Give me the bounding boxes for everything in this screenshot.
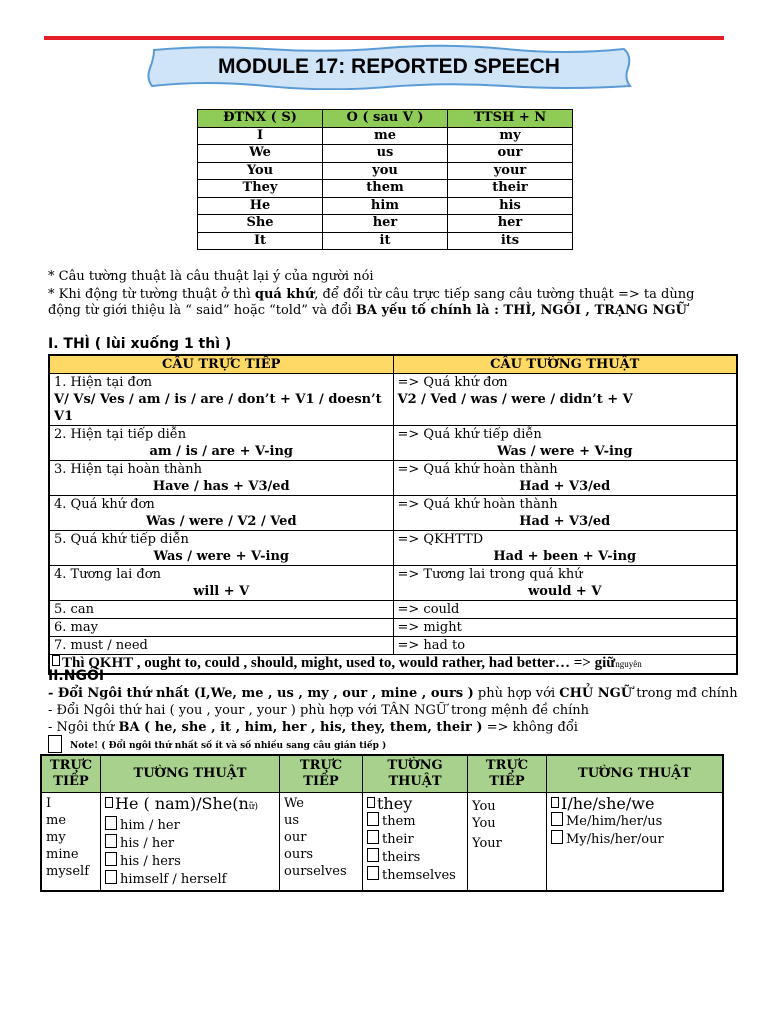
tense-label: 4. Quá khứ đơn	[54, 497, 155, 512]
table-row	[49, 637, 737, 655]
table-cell: his	[448, 197, 573, 215]
table-row	[49, 619, 737, 637]
header-cell: O ( sau V )	[323, 110, 448, 128]
cell-text: they	[377, 794, 413, 813]
tense-formula: Had + been + V-ing	[493, 549, 637, 564]
checkbox-icon	[52, 655, 60, 666]
cell-text: himself / herself	[120, 872, 227, 887]
cell-line: our	[284, 830, 307, 845]
checkbox-icon	[105, 834, 117, 848]
pronoun-table-header	[198, 110, 573, 128]
tense-formula: Was / were + V-ing	[153, 549, 290, 564]
table-cell: They	[198, 180, 323, 198]
note-line-1: * Câu tường thuật là câu thuật lại ý của người nói	[48, 269, 374, 284]
cell-line: me	[46, 813, 67, 828]
checkbox-icon	[367, 797, 375, 808]
tense-label: 1. Hiện tại đơn	[54, 375, 153, 390]
table-row	[198, 162, 573, 180]
ngoi-line-1	[48, 686, 738, 702]
table-row	[198, 127, 573, 145]
cell-line	[551, 830, 718, 848]
cell-line	[367, 795, 463, 812]
top-red-rule	[44, 36, 724, 40]
cell-line: I	[46, 796, 52, 811]
checkbox-icon	[367, 830, 379, 844]
tense-label: => Quá khứ hoàn thành	[397, 462, 558, 477]
table-cell	[393, 374, 737, 426]
checkbox-icon	[551, 797, 559, 808]
header-cell: CÂU TRỰC TIẾP	[49, 355, 393, 374]
cell-line: You	[472, 816, 496, 831]
table-cell: She	[198, 215, 323, 233]
note-small: nguyên	[615, 659, 642, 669]
tense-formula: V2 / Ved / was / were / didn’t + V	[397, 392, 633, 407]
table-cell: => might	[393, 619, 737, 637]
tense-formula: V/ Vs/ Ves / am / is / are / don’t + V1 / doesn’t V1	[54, 392, 382, 424]
table-row	[49, 531, 737, 566]
header-cell: TƯỜNG THUẬT	[547, 755, 724, 793]
tense-label: => Quá khứ hoàn thành	[397, 497, 558, 512]
header-cell: TTSH + N	[448, 110, 573, 128]
table-cell	[363, 793, 468, 892]
checkbox-icon	[367, 848, 379, 862]
table-row	[49, 655, 737, 675]
cell-line	[367, 866, 463, 884]
table-cell: her	[448, 215, 573, 233]
cell-text: his / hers	[120, 854, 181, 869]
ngoi-text: phù hợp với	[473, 686, 560, 701]
table-cell	[468, 793, 547, 892]
table-cell: I	[198, 127, 323, 145]
tense-label: => QKHTTD	[397, 532, 484, 547]
cell-line: ourselves	[284, 864, 347, 879]
table-cell: You	[198, 162, 323, 180]
cell-line: myself	[46, 864, 90, 879]
table-cell: It	[198, 232, 323, 250]
header-cell: TRỰC TIẾP	[468, 755, 547, 793]
header-cell: TƯỜNG THUẬT	[101, 755, 280, 793]
table-row	[49, 461, 737, 496]
table-cell	[49, 374, 393, 426]
page-title: MODULE 17: REPORTED SPEECH	[218, 55, 560, 78]
table-cell: you	[323, 162, 448, 180]
tense-formula: am / is / are + V-ing	[149, 444, 294, 459]
tense-label: 3. Hiện tại hoàn thành	[54, 462, 203, 477]
cell-line	[551, 812, 718, 830]
table-row	[49, 374, 737, 426]
ngoi-bold: BA ( he, she , it , him, her , his, they, them, their )	[118, 720, 483, 735]
section-heading-tense: I. THÌ ( lùi xuống 1 thì )	[48, 336, 232, 352]
table-cell: its	[448, 232, 573, 250]
table-cell	[41, 793, 101, 892]
table-row	[41, 793, 723, 892]
cell-text: their	[382, 832, 414, 847]
header-cell: CÂU TƯỜNG THUẬT	[393, 355, 737, 374]
note-bold: BA yếu tố chính là : THÌ, NGÔI , TRẠNG NGỮ	[355, 303, 687, 318]
table-row	[198, 197, 573, 215]
ngoi-bold: - Đổi Ngôi thứ nhất (I,We, me , us , my , our , mine , ours )	[48, 686, 474, 701]
table-cell	[393, 461, 737, 496]
cell-line	[367, 830, 463, 848]
header-cell: TRỰC TIẾP	[280, 755, 363, 793]
note-text: , để đổi từ câu trực tiếp sang câu tường thuật => ta dùng	[314, 287, 695, 302]
table-row	[198, 180, 573, 198]
cell-line: us	[284, 813, 300, 828]
cell-line: We	[284, 796, 304, 811]
checkbox-icon	[105, 816, 117, 830]
cell-line	[105, 816, 275, 834]
table-cell: He	[198, 197, 323, 215]
table-cell	[393, 426, 737, 461]
note-line-3	[48, 303, 687, 319]
table-cell	[393, 566, 737, 601]
table-cell	[49, 496, 393, 531]
table-cell	[280, 793, 363, 892]
checkbox-icon	[551, 830, 563, 844]
cell-line: ours	[284, 847, 314, 862]
table-cell: your	[448, 162, 573, 180]
table-cell	[49, 655, 737, 675]
cell-text: He ( nam)/She(n	[115, 794, 249, 813]
table-row	[198, 232, 573, 250]
cell-text: My/his/her/our	[566, 832, 664, 847]
cell-text: him / her	[120, 818, 180, 833]
table-cell	[49, 426, 393, 461]
tense-formula: Was / were + V-ing	[496, 444, 633, 459]
checkbox-icon	[551, 812, 563, 826]
tense-formula: Had + V3/ed	[519, 514, 611, 529]
cell-line	[105, 852, 275, 870]
table-cell: 6. may	[49, 619, 393, 637]
header-cell: TƯỜNG THUẬT	[363, 755, 468, 793]
note-text: * Khi động từ tường thuật ở thì	[48, 287, 255, 302]
cell-line: Your	[472, 836, 502, 851]
table-cell	[49, 566, 393, 601]
table-cell: 5. can	[49, 601, 393, 619]
table-row	[49, 566, 737, 601]
cell-text: theirs	[382, 850, 421, 865]
pronoun-change-header	[41, 755, 723, 793]
table-cell: her	[323, 215, 448, 233]
tense-table	[48, 354, 738, 675]
table-cell	[547, 793, 724, 892]
cell-line	[367, 812, 463, 830]
title-banner	[146, 44, 632, 90]
note-text: động từ giới thiệu là “ said” hoặc “told” và đổi	[48, 303, 356, 318]
cell-line: my	[46, 830, 66, 845]
cell-line	[551, 795, 718, 812]
cell-line	[105, 834, 275, 852]
table-cell: my	[448, 127, 573, 145]
cell-line	[367, 848, 463, 866]
table-row	[49, 426, 737, 461]
pronoun-table	[197, 109, 573, 250]
ngoi-text: => không đổi	[482, 720, 578, 735]
tense-formula: Had + V3/ed	[519, 479, 611, 494]
table-cell: them	[323, 180, 448, 198]
checkbox-icon	[48, 735, 62, 753]
table-row	[49, 496, 737, 531]
checkbox-icon	[105, 852, 117, 866]
tense-formula: would + V	[528, 584, 602, 599]
cell-line	[105, 795, 275, 816]
table-cell: us	[323, 145, 448, 163]
tense-label: 5. Quá khứ tiếp diễn	[54, 532, 189, 547]
note-bold: quá khứ	[254, 287, 315, 302]
cell-text: Me/him/her/us	[566, 814, 663, 829]
table-cell: their	[448, 180, 573, 198]
ngoi-line-2: - Đổi Ngôi thứ hai ( you , your , your ) phù hợp với TÂN NGỮ trong mệnh đề chính	[48, 703, 589, 718]
ngoi-bold: CHỦ NGỮ	[559, 686, 633, 701]
table-row	[49, 601, 737, 619]
table-cell: it	[323, 232, 448, 250]
tense-table-header	[49, 355, 737, 374]
ngoi-text: trong mđ chính	[632, 686, 738, 701]
cell-line	[105, 870, 275, 888]
checkbox-icon	[105, 870, 117, 884]
table-cell: => could	[393, 601, 737, 619]
table-cell	[393, 531, 737, 566]
table-cell: => had to	[393, 637, 737, 655]
table-cell: our	[448, 145, 573, 163]
section-heading-ngoi: II.NGÔI	[48, 668, 105, 684]
cell-line: mine	[46, 847, 79, 862]
header-cell: TRỰC TIẾP	[41, 755, 101, 793]
note-text: Thì QKHT , ought to, could , should, might, used to, would rather, had better… => giữ	[62, 655, 616, 671]
ngoi-text: - Ngôi thứ	[48, 720, 119, 735]
note-line: Note! ( Đổi ngôi thứ nhất số ít và số nhiều sang câu gián tiếp )	[70, 741, 387, 751]
tense-label: 4. Tương lai đơn	[54, 567, 161, 582]
table-cell: We	[198, 145, 323, 163]
cell-text: them	[382, 814, 416, 829]
table-cell	[393, 496, 737, 531]
table-cell	[101, 793, 280, 892]
table-row	[198, 215, 573, 233]
tense-label: => Quá khứ tiếp diễn	[397, 427, 542, 442]
header-cell: ĐTNX ( S)	[198, 110, 323, 128]
table-cell: 7. must / need	[49, 637, 393, 655]
cell-text: his / her	[120, 836, 175, 851]
tense-formula: will + V	[193, 584, 250, 599]
tense-formula: Have / has + V3/ed	[152, 479, 290, 494]
note-line-2	[48, 287, 694, 303]
cell-text: themselves	[382, 868, 456, 883]
table-row	[198, 145, 573, 163]
table-cell	[49, 461, 393, 496]
table-cell: me	[323, 127, 448, 145]
cell-line: You	[472, 799, 496, 814]
cell-text-small: ữ)	[248, 802, 259, 812]
tense-formula: Was / were / V2 / Ved	[145, 514, 297, 529]
table-cell: him	[323, 197, 448, 215]
checkbox-icon	[105, 797, 113, 808]
tense-label: => Quá khứ đơn	[397, 375, 508, 390]
table-cell	[49, 531, 393, 566]
ngoi-line-3	[48, 720, 578, 736]
tense-label: => Tương lai trong quá khứ	[397, 567, 583, 582]
cell-text: I/he/she/we	[561, 794, 655, 813]
checkbox-icon	[367, 812, 379, 826]
tense-label: 2. Hiện tại tiếp diễn	[54, 427, 187, 442]
checkbox-icon	[367, 866, 379, 880]
pronoun-change-table	[40, 754, 724, 892]
